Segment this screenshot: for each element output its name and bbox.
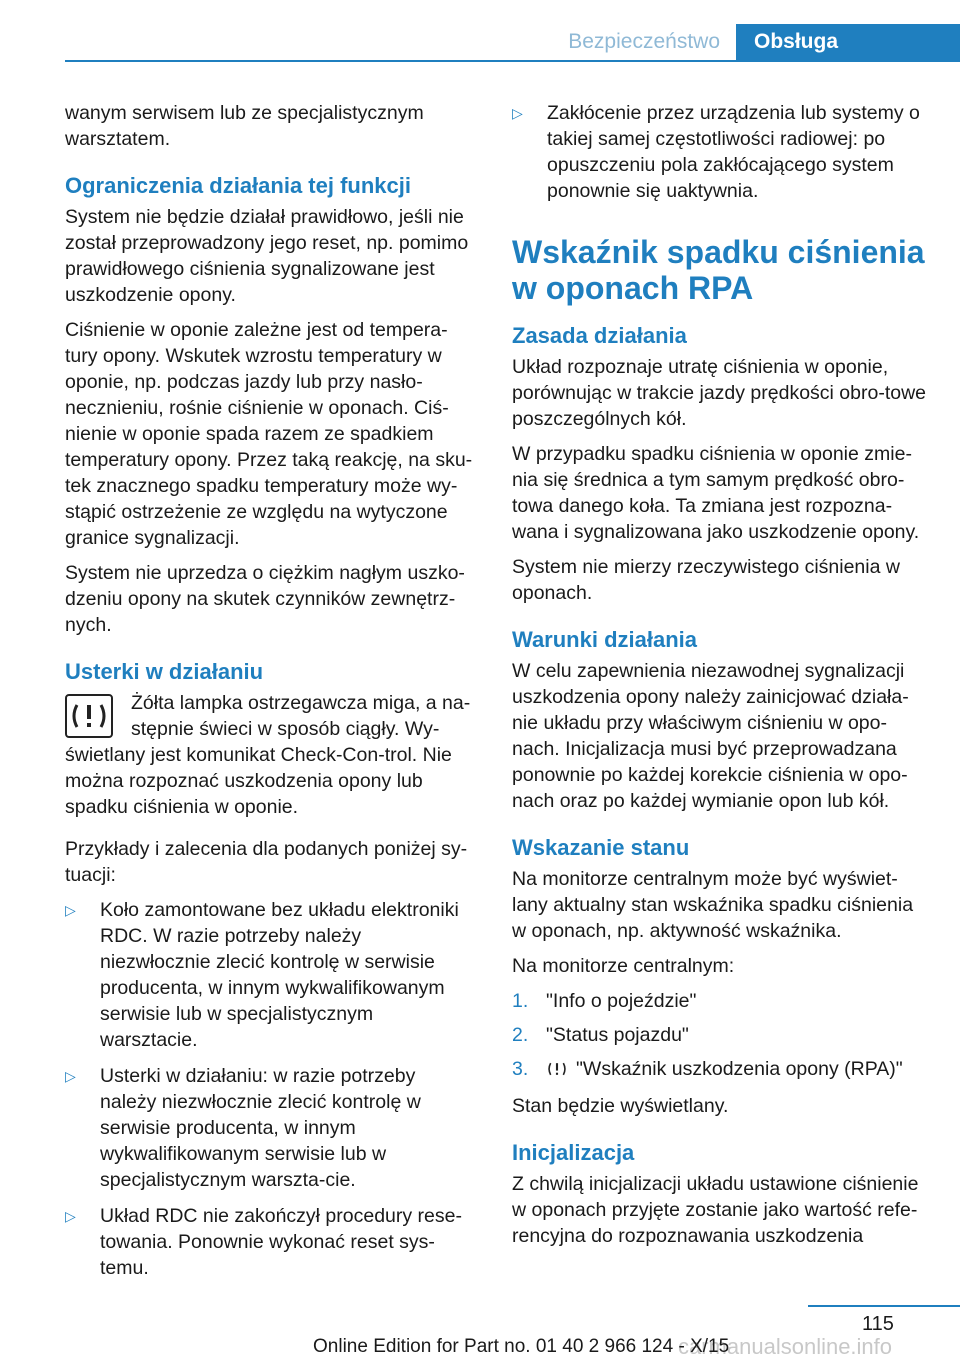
steps-list — [512, 988, 930, 1085]
heading-faults: Usterki w działaniu — [65, 659, 264, 684]
warning-text: Żółta lampka ostrzegawcza miga, a na‐stępnie świeci w sposób ciągły. Wy‐świetlany jest komunikat Check-Con‐trol. Nie można rozpoznać uszkodzenia opony lub spadku ciśnienia w oponie. — [65, 692, 471, 818]
triangle-right-icon: ▷ — [65, 1068, 76, 1084]
edition-text: Online Edition for Part no. 01 40 2 966 124 - X/15 — [313, 1336, 730, 1357]
monitor-paragraph: Na monitorze centralnym: — [512, 955, 735, 977]
warning-block — [65, 690, 475, 820]
examples-intro: Przykłady i zalecenia dla podanych poniżej sy‐tuacji: — [65, 838, 468, 886]
shown-paragraph: Stan będzie wyświetlany. — [512, 1095, 729, 1117]
conditions-paragraph: W celu zapewnienia niezawodnej sygnalizacji uszkodzenia opony należy zainicjować działa‐nie układu przy właściwym ciśnieniu w opo‐nach. Inicjalizacja musi być przeprowadzana ponownie po każdej korekcie ciśnienia w opo‐nach oraz po każdej wymianie opon lub kół. — [512, 660, 909, 812]
header-section-tab[interactable]: Bezpieczeństwo — [568, 30, 720, 53]
principle-paragraph-1: Układ rozpoznaje utratę ciśnienia w oponie, porównując w trakcie jazdy prędkości obro‐towe poszczególnych kół. — [512, 356, 927, 430]
triangle-right-icon: ▷ — [65, 902, 76, 918]
fault-bullet-list — [65, 897, 475, 1281]
tire-pressure-warning-icon — [65, 694, 113, 738]
page-header — [65, 24, 960, 62]
heading-rpa: Wskaźnik spadku ciśnienia w oponach RPA — [512, 234, 925, 306]
footer-divider — [808, 1305, 960, 1307]
list-item: ▷ Koło zamontowane bez układu elektroniki RDC. W razie potrzeby należy niezwłocznie zlecić kontrolę w serwisie producenta, w innym wykwalifikowanym serwisie lub w specjalistycznym warsztacie. — [65, 899, 459, 1051]
header-divider — [65, 60, 960, 62]
heading-limits: Ograniczenia działania tej funkcji — [65, 173, 411, 198]
list-item: ▷ Układ RDC nie zakończył procedury rese‐towania. Ponownie wykonać reset sys‐temu. — [65, 1205, 462, 1279]
interference-bullet-list — [512, 100, 930, 204]
left-column — [65, 100, 475, 1291]
status-paragraph: Na monitorze centralnym może być wyświet‐lany aktualny stan wskaźnika spadku ciśnienia w oponach, np. aktywność wskaźnika. — [512, 868, 914, 942]
heading-conditions: Warunki działania — [512, 627, 698, 652]
list-item: ▷ Usterki w działaniu: w razie potrzeby należy niezwłocznie zlecić kontrolę w serwisie producenta, w innym wykwalifikowanym serwisie lub w specjalistycznym warszta‐cie. — [65, 1065, 421, 1191]
heading-principle: Zasada działania — [512, 323, 687, 348]
watermark: carmanualsonline.info — [678, 1334, 893, 1359]
heading-status: Wskazanie stanu — [512, 835, 690, 860]
init-paragraph: Z chwilą inicjalizacji układu ustawione ciśnienie w oponach przyjęte zostanie jako wartość refe‐rencyjna do rozpoznawania uszkodzenia — [512, 1173, 919, 1247]
limits-paragraph-3: System nie uprzedza o ciężkim nagłym uszko‐dzeniu opony na skutek czynników zewnętrz‐nych. — [65, 562, 465, 636]
intro-paragraph: wanym serwisem lub ze specjalistycznym warsztatem. — [65, 102, 424, 150]
list-item: 1. "Info o pojeździe" — [512, 990, 697, 1012]
triangle-right-icon: ▷ — [65, 1208, 76, 1224]
list-item: 3. "Wskaźnik uszkodzenia opony (RPA)" — [512, 1056, 930, 1085]
limits-paragraph-1: System nie będzie działał prawidłowo, jeśli nie został przeprowadzony jego reset, np. pomimo prawidłowego ciśnienia sygnalizowane jest uszkodzenie opony. — [65, 206, 469, 306]
list-item: 2. "Status pojazdu" — [512, 1024, 689, 1046]
principle-paragraph-2: W przypadku spadku ciśnienia w oponie zmie‐nia się średnica a tym samym prędkość obro‐towa danego koła. Ta zmiana jest rozpozna‐wana i sygnalizowana jako uszkodzenie opony. — [512, 443, 920, 543]
principle-paragraph-3: System nie mierzy rzeczywistego ciśnienia w oponach. — [512, 556, 900, 604]
header-chapter-tab[interactable]: Obsługa — [736, 24, 960, 62]
heading-init: Inicjalizacja — [512, 1140, 635, 1165]
right-column — [512, 100, 930, 1258]
page-number: 115 — [862, 1313, 894, 1335]
triangle-right-icon: ▷ — [512, 105, 523, 121]
limits-paragraph-2: Ciśnienie w oponie zależne jest od tempera‐tury opony. Wskutek wzrostu temperatury w oponie, np. podczas jazdy lub przy nasło‐necznieniu, rośnie ciśnienie w oponach. Ciś‐nienie w oponie spada razem ze spadkiem temperatury opony. Przez taką reakcję, na sku‐tek znacznego spadku temperatury może wy‐stąpić ostrzeżenie ze względu na wytyczone granice sygnalizacji. — [65, 319, 473, 549]
list-item: ▷ Zakłócenie przez urządzenia lub systemy o takiej samej częstotliwości radiowej: po opuszczeniu pola zakłócającego system ponownie się uaktywnia. — [512, 102, 920, 202]
tire-pressure-warning-icon — [546, 1059, 568, 1085]
